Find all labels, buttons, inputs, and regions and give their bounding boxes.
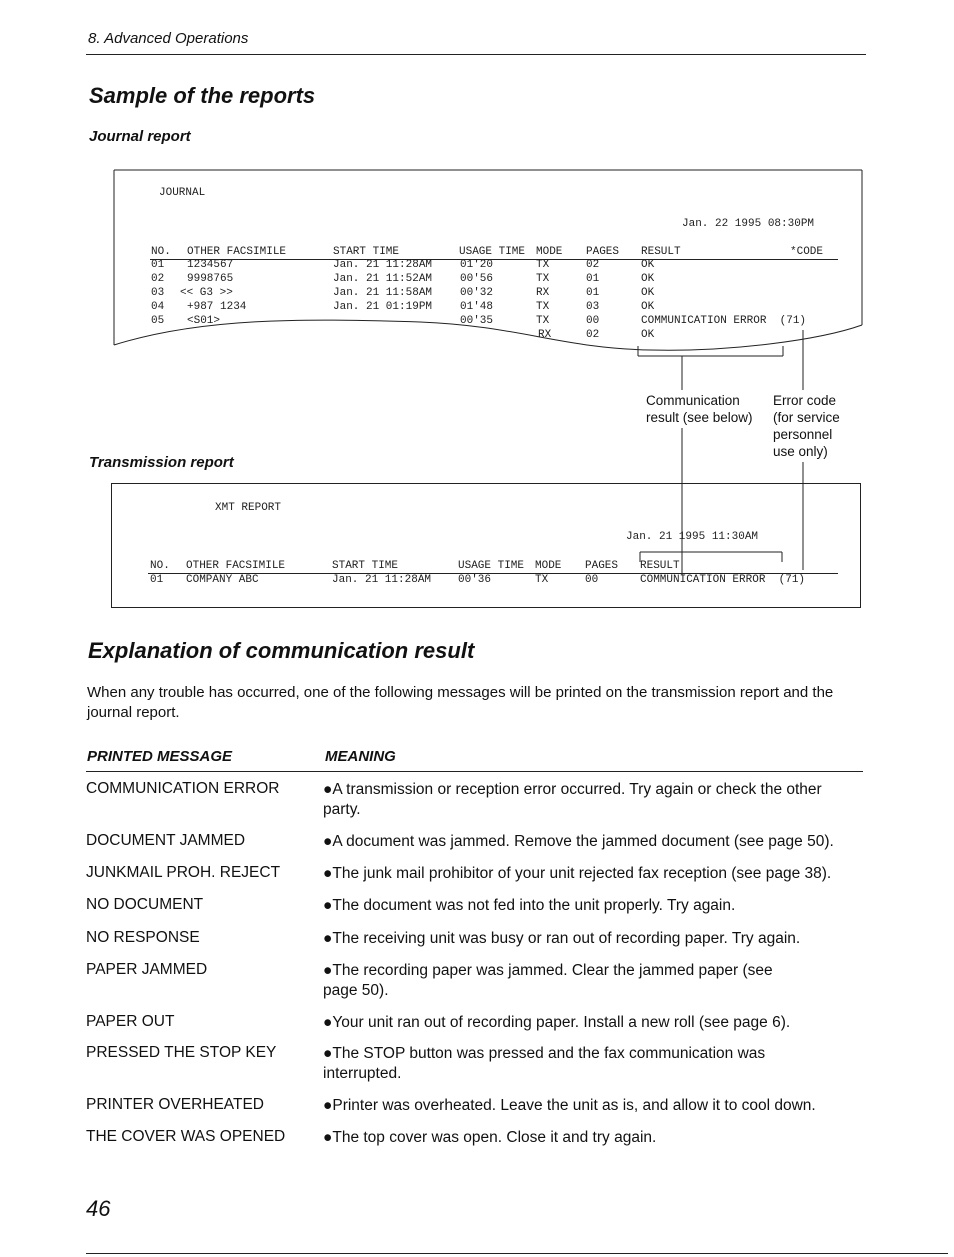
table-row-message: COMMUNICATION ERROR xyxy=(86,780,280,797)
table-row-meaning: ●The recording paper was jammed. Clear the jammed paper (see page 50). xyxy=(323,962,773,999)
journal-cell: OK xyxy=(641,329,655,341)
journal-cell: 02 xyxy=(586,329,600,341)
section-header: 8. Advanced Operations xyxy=(88,30,249,47)
table-row-meaning: ●Printer was overheated. Leave the unit as is, and allow it to cool down. xyxy=(323,1097,816,1114)
journal-heading: Journal report xyxy=(89,128,191,145)
col-header-meaning: MEANING xyxy=(325,748,396,765)
journal-cell: +987 1234 xyxy=(187,301,247,313)
journal-cell: 00 xyxy=(586,315,600,327)
table-row-meaning: ●A transmission or reception error occurred. Try again or check the other party. xyxy=(323,781,822,818)
journal-cell: 01 xyxy=(151,259,165,271)
journal-cell: 00'32 xyxy=(460,287,494,299)
journal-cell: 01 xyxy=(586,287,600,299)
journal-cell: 04 xyxy=(151,301,165,313)
journal-cell: OK xyxy=(641,287,655,299)
explanation-title: Explanation of communication result xyxy=(88,638,475,663)
journal-doc-title: JOURNAL xyxy=(159,187,206,199)
journal-col-mode: MODE xyxy=(536,246,563,258)
journal-cell: 03 xyxy=(151,287,165,299)
footer-rule xyxy=(86,1253,948,1254)
journal-cell: TX xyxy=(536,315,550,327)
journal-cell: Jan. 21 11:58AM xyxy=(333,287,433,299)
page-number: 46 xyxy=(86,1196,111,1221)
journal-col-start: START TIME xyxy=(333,246,400,258)
col-header-message: PRINTED MESSAGE xyxy=(87,748,233,765)
journal-cell: OK xyxy=(641,301,655,313)
journal-col-result: RESULT xyxy=(641,246,681,258)
table-row-message: PAPER OUT xyxy=(86,1013,175,1030)
table-header-rule xyxy=(86,771,863,772)
callout-code: Error code (for service personnel use only) xyxy=(773,393,840,459)
xmt-col-result: RESULT xyxy=(640,560,680,572)
explanation-intro: When any trouble has occurred, one of the following messages will be printed on the transmission report and the journal report. xyxy=(87,684,834,721)
xmt-cell: COMPANY ABC xyxy=(186,574,259,586)
xmt-cell: 01 xyxy=(150,574,164,586)
callout-result: Communication result (see below) xyxy=(646,393,753,425)
journal-cell: 02 xyxy=(151,273,165,285)
table-row-message: NO RESPONSE xyxy=(86,929,200,946)
journal-cell: 03 xyxy=(586,301,600,313)
table-row-message: PRESSED THE STOP KEY xyxy=(86,1044,277,1061)
xmt-col-start: START TIME xyxy=(332,560,399,572)
transmission-date: Jan. 21 1995 11:30AM xyxy=(626,531,759,543)
xmt-col-pages: PAGES xyxy=(585,560,619,572)
transmission-doc-title: XMT REPORT xyxy=(215,502,282,514)
table-row-message: PAPER JAMMED xyxy=(86,961,208,978)
journal-col-no: NO. xyxy=(151,246,171,258)
journal-cell: 02 xyxy=(586,259,600,271)
xmt-col-no: NO. xyxy=(150,560,170,572)
journal-cell: 01'20 xyxy=(460,259,494,271)
journal-cell: Jan. 21 01:19PM xyxy=(333,301,433,313)
table-row-message: DOCUMENT JAMMED xyxy=(86,832,246,849)
table-row-meaning: ●The junk mail prohibitor of your unit rejected fax reception (see page 38). xyxy=(323,865,832,882)
journal-cell: OK xyxy=(641,259,655,271)
journal-cell: RX xyxy=(536,287,550,299)
journal-cell: 01'48 xyxy=(460,301,494,313)
table-row-message: JUNKMAIL PROH. REJECT xyxy=(86,864,281,881)
table-row-meaning: ●A document was jammed. Remove the jammed document (see page 50). xyxy=(323,833,834,850)
journal-cell: 05 xyxy=(151,315,165,327)
xmt-cell: 00 xyxy=(585,574,599,586)
journal-cell: 00'35 xyxy=(460,315,494,327)
journal-cell: 00'56 xyxy=(460,273,494,285)
table-row-meaning: ●The top cover was open. Close it and try again. xyxy=(323,1129,657,1146)
journal-header-rule xyxy=(150,259,838,260)
journal-cell: RX xyxy=(538,329,552,341)
table-row-meaning: ●Your unit ran out of recording paper. Install a new roll (see page 6). xyxy=(323,1014,791,1031)
xmt-cell: COMMUNICATION ERROR (71) xyxy=(640,574,806,586)
journal-col-other: OTHER FACSIMILE xyxy=(187,246,287,258)
xmt-col-mode: MODE xyxy=(535,560,562,572)
table-row-meaning: ●The STOP button was pressed and the fax communication was interrupted. xyxy=(323,1045,766,1082)
journal-col-usage: USAGE TIME xyxy=(459,246,526,258)
table-row-message: THE COVER WAS OPENED xyxy=(86,1128,286,1145)
journal-cell: <S01> xyxy=(187,315,221,327)
journal-cell: OK xyxy=(641,273,655,285)
journal-cell: COMMUNICATION ERROR (71) xyxy=(641,315,807,327)
page-title: Sample of the reports xyxy=(89,83,316,108)
journal-cell: 9998765 xyxy=(187,273,234,285)
xmt-cell: Jan. 21 11:28AM xyxy=(332,574,432,586)
journal-col-pages: PAGES xyxy=(586,246,620,258)
journal-cell: TX xyxy=(536,273,550,285)
xmt-col-other: OTHER FACSIMILE xyxy=(186,560,286,572)
journal-cell: TX xyxy=(536,301,550,313)
journal-cell: TX xyxy=(536,259,550,271)
xmt-col-usage: USAGE TIME xyxy=(458,560,525,572)
transmission-heading: Transmission report xyxy=(89,454,234,471)
xmt-cell: 00'36 xyxy=(458,574,492,586)
journal-date: Jan. 22 1995 08:30PM xyxy=(682,218,815,230)
journal-cell: << G3 >> xyxy=(180,287,233,299)
table-row-message: NO DOCUMENT xyxy=(86,896,204,913)
table-row-meaning: ●The receiving unit was busy or ran out of recording paper. Try again. xyxy=(323,930,801,947)
journal-cell: Jan. 21 11:52AM xyxy=(333,273,433,285)
journal-col-code: *CODE xyxy=(790,246,824,258)
journal-cell: 01 xyxy=(586,273,600,285)
journal-cell: 1234567 xyxy=(187,259,234,271)
xmt-cell: TX xyxy=(535,574,549,586)
journal-cell: Jan. 21 11:28AM xyxy=(333,259,433,271)
table-row-message: PRINTER OVERHEATED xyxy=(86,1096,264,1113)
table-row-meaning: ●The document was not fed into the unit properly. Try again. xyxy=(323,897,736,914)
